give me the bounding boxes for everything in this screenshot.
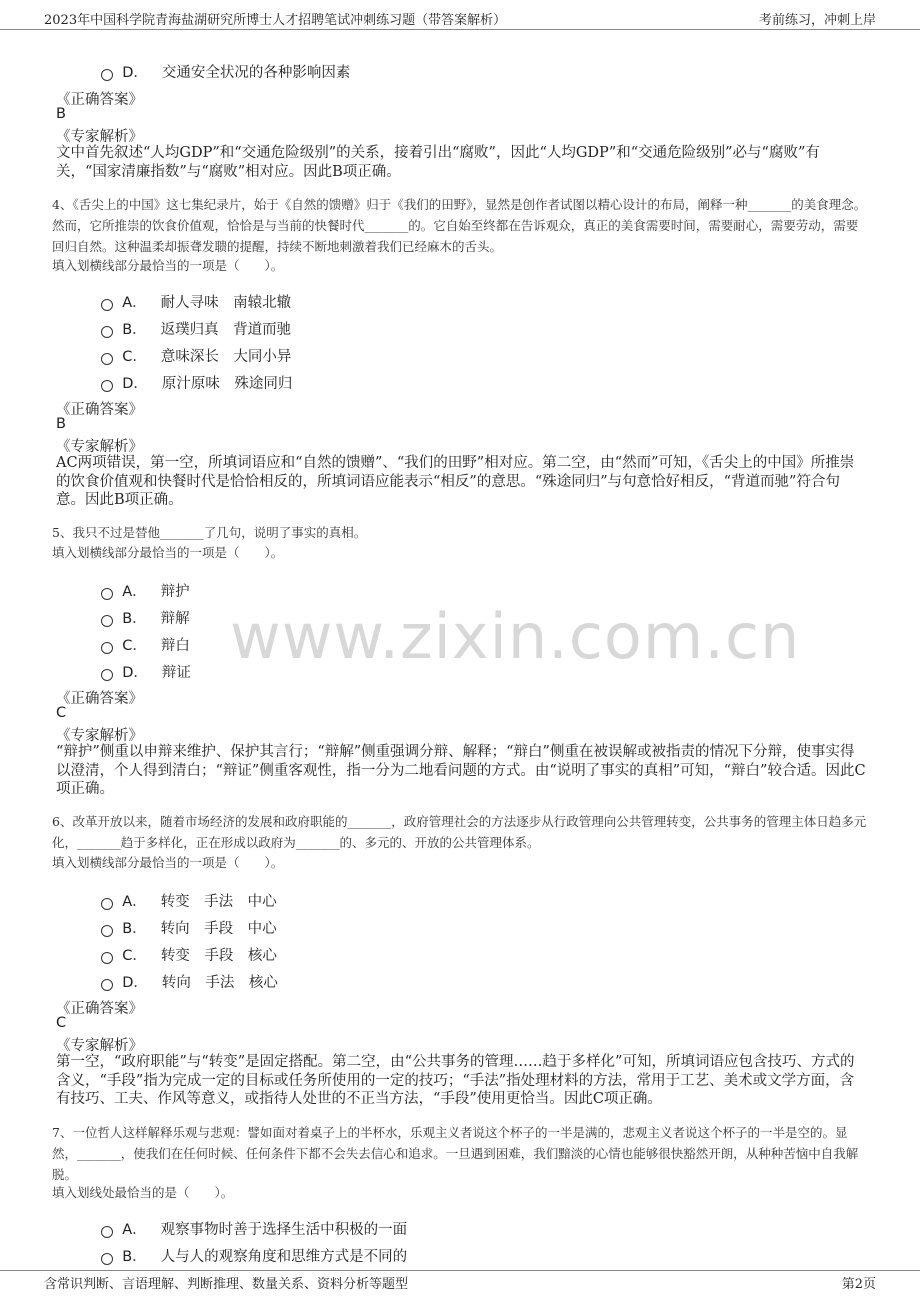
option-text: 返璞归真 背道而驰 xyxy=(160,322,292,338)
header-slogan: 考前练习，冲刺上岸 xyxy=(758,13,876,28)
q6-option-d[interactable] xyxy=(92,955,278,991)
option-letter: A． xyxy=(122,295,147,311)
radio-icon[interactable] xyxy=(101,979,113,991)
watermark: www.zixin.com.cn xyxy=(230,600,801,673)
page-header xyxy=(0,0,920,30)
q6-prompt: 填入划横线部分最恰当的一项是（ ）。 xyxy=(52,855,284,870)
option-text: 观察事物时善于选择生活中积极的一面 xyxy=(160,1222,408,1238)
q4-option-a[interactable] xyxy=(92,275,292,311)
q6-option-b[interactable] xyxy=(92,901,277,937)
option-letter: D． xyxy=(122,376,148,392)
option-letter: A． xyxy=(122,584,147,600)
radio-icon[interactable] xyxy=(101,69,113,81)
option-letter: D． xyxy=(122,665,148,681)
option-letter: C． xyxy=(122,638,147,654)
option-text: 转变 手段 核心 xyxy=(160,948,277,964)
q4-option-b[interactable] xyxy=(92,302,292,338)
q5-answer-label: 《正确答案》 xyxy=(56,691,143,707)
option-letter: A． xyxy=(122,894,147,910)
q4-stem: 4、《舌尖上的中国》这七集纪录片，始于《自然的馈赠》归于《我们的田野》，显然是创作者试图以精心设计的布局，阐释一种_______的美食理念。然而，它所推崇的饮食价值观，恰恰是与当前的快餐时代_______的。它自始至终都在告诉观众，真正的美食需要时间，需要耐心，需要劳动，需要回归自然。这种温柔却振聋发聩的提醒，持续不断地刺激着我们已经麻木的舌头。 xyxy=(52,197,867,254)
option-letter: A． xyxy=(122,1222,147,1238)
q7-option-a[interactable] xyxy=(92,1202,408,1238)
q5-option-d[interactable] xyxy=(92,645,191,681)
option-text: 原汁原味 殊途同归 xyxy=(161,376,293,392)
page-footer xyxy=(0,1270,920,1302)
q5-option-a[interactable] xyxy=(92,564,190,600)
option-text: 辩护 xyxy=(160,584,190,600)
radio-icon[interactable] xyxy=(101,669,113,681)
q5-option-c[interactable] xyxy=(92,618,190,654)
document-title: 2023年中国科学院青海盐湖研究所博士人才招聘笔试冲刺练习题（带答案解析） xyxy=(44,13,507,28)
q4-answer: B xyxy=(56,416,66,432)
footer-categories: 含常识判断、言语理解、判断推理、数量关系、资料分析等题型 xyxy=(44,1277,409,1292)
radio-icon[interactable] xyxy=(101,1253,113,1265)
q6-stem: 6、改革开放以来，随着市场经济的发展和政府职能的_______，政府管理社会的方法逐步从行政管理向公共管理转变，公共事务的管理主体日趋多元化，_______趋于多样化，正在形成以政府为_______的、多元的、开放的公共管理体系。 xyxy=(52,814,867,850)
option-letter: D． xyxy=(122,65,148,81)
q3-explanation: 文中首先叙述“人均GDP”和“交通危险级别”的关系，接着引出“腐败”，因此“人均GDP”和“交通危险级别”必与“腐败”有关，“国家清廉指数”与“腐败”相对应。因此B项正确。 xyxy=(56,145,820,180)
q5-explanation-label: 《专家解析》 xyxy=(56,728,143,744)
option-text: 转向 手法 核心 xyxy=(161,975,278,991)
q6-explanation: 第一空，“政府职能”与“转变”是固定搭配。第二空，由“公共事务的管理……趋于多样化”可知，所填词语应包含技巧、方式的含义，“手段”指为完成一定的目标或任务所使用的一定的技巧；“手法”指处理材料的方法，常用于工艺、美术或文学方面，含有技巧、工夫、作风等意义，或指待人处世的不正当方法，“手段”使用更恰当。因此C项正确。 xyxy=(56,1054,855,1107)
option-letter: B． xyxy=(122,611,147,627)
option-letter: C． xyxy=(122,948,147,964)
q7-option-b[interactable] xyxy=(92,1229,408,1265)
q4-option-c[interactable] xyxy=(92,329,292,365)
option-text: 辩白 xyxy=(160,638,190,654)
q7-stem: 7、一位哲人这样解释乐观与悲观：譬如面对着桌子上的半杯水，乐观主义者说这个杯子的一半是满的，悲观主义者说这个杯子的一半是空的。显然，_______，使我们在任何时候、任何条件下都不会失去信心和追求。一旦遇到困难，我们黯淡的心情也能够很快豁然开朗，从种种苦恼中自我解脱。 xyxy=(52,1125,859,1182)
q6-option-a[interactable] xyxy=(92,874,277,910)
radio-icon[interactable] xyxy=(101,380,113,392)
q6-answer: C xyxy=(56,1015,67,1031)
option-letter: B． xyxy=(122,322,147,338)
q3-answer-label: 《正确答案》 xyxy=(56,92,143,108)
q4-option-d[interactable] xyxy=(92,356,293,392)
q4-explanation-label: 《专家解析》 xyxy=(56,439,143,455)
option-text: 辩解 xyxy=(160,611,190,627)
option-letter: B． xyxy=(122,921,147,937)
q7-prompt: 填入划线处最恰当的是（ ）。 xyxy=(52,1185,234,1200)
option-letter: D． xyxy=(122,975,148,991)
q6-explanation-label: 《专家解析》 xyxy=(56,1038,143,1054)
q4-answer-label: 《正确答案》 xyxy=(56,402,143,418)
option-text: 转变 手法 中心 xyxy=(160,894,277,910)
q5-answer: C xyxy=(56,705,67,721)
q5-prompt: 填入划横线部分最恰当的一项是（ ）。 xyxy=(52,545,284,560)
q5-stem: 5、我只不过是替他_______了几句，说明了事实的真相。 xyxy=(52,525,367,540)
q5-explanation: “辩护”侧重以申辩来维护、保护其言行；“辩解”侧重强调分辩、解释；“辩白”侧重在被误解或被指责的情况下分辩，使事实得以澄清，个人得到清白；“辩证”侧重客观性，指一分为二地看问题的方式。由“说明了事实的真相”可知，“辩白”较合适。因此C项正确。 xyxy=(56,744,866,797)
option-text: 人与人的观察角度和思维方式是不同的 xyxy=(160,1249,408,1265)
q3-explanation-label: 《专家解析》 xyxy=(56,129,143,145)
q6-option-c[interactable] xyxy=(92,928,277,964)
q3-answer: B xyxy=(56,106,66,122)
option-text: 交通安全状况的各种影响因素 xyxy=(161,65,351,81)
option-letter: B． xyxy=(122,1249,147,1265)
q6-answer-label: 《正确答案》 xyxy=(56,1001,143,1017)
option-text: 耐人寻味 南辕北辙 xyxy=(160,295,292,311)
q5-option-b[interactable] xyxy=(92,591,190,627)
q4-prompt: 填入划横线部分最恰当的一项是（ ）。 xyxy=(52,258,284,273)
page-number: 第2页 xyxy=(841,1277,876,1292)
q4-explanation: AC两项错误，第一空，所填词语应和“自然的馈赠”、“我们的田野”相对应。第二空，由“然而”可知，《舌尖上的中国》所推崇的饮食价值观和快餐时代是恰恰相反的，所填词语应能表示“相反”的意思。“殊途同归”与句意恰好相反，“背道而驰”符合句意。因此B项正确。 xyxy=(56,455,855,508)
option-letter: C． xyxy=(122,349,147,365)
option-text: 辩证 xyxy=(161,665,191,681)
q3-option-d[interactable] xyxy=(92,45,351,81)
option-text: 意味深长 大同小异 xyxy=(160,349,292,365)
option-text: 转向 手段 中心 xyxy=(160,921,277,937)
